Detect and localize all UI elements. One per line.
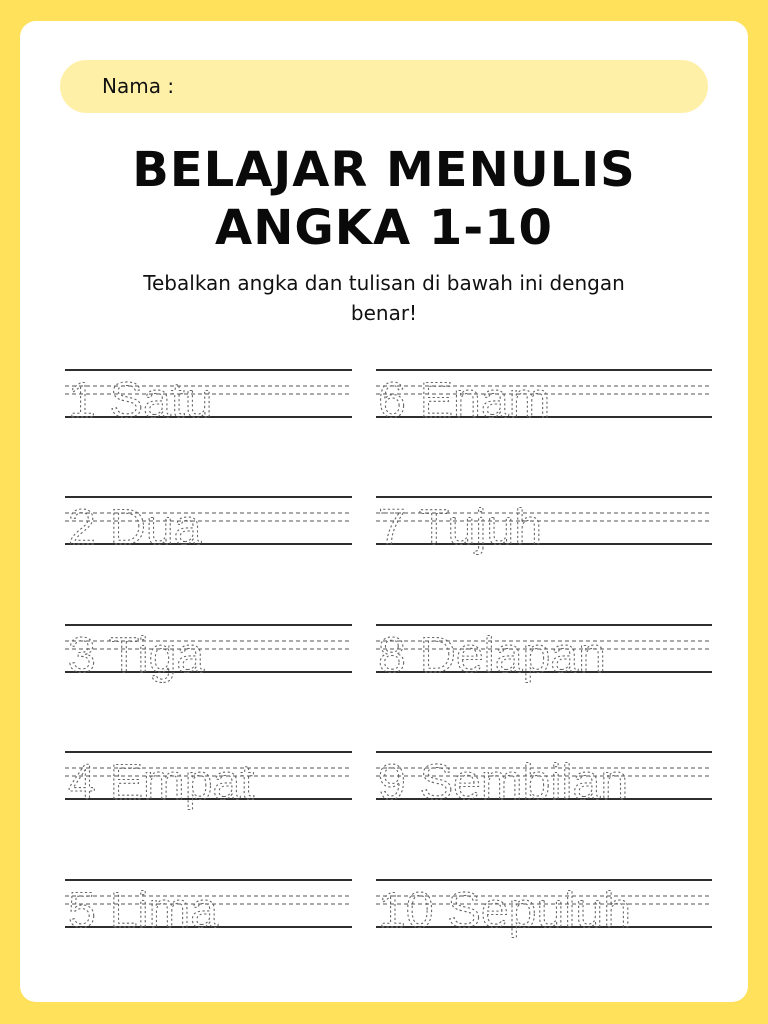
trace-number: 8 — [378, 627, 406, 683]
trace-word: Lima — [95, 882, 219, 938]
trace-number: 5 — [68, 882, 96, 938]
trace-number: 3 — [68, 627, 96, 683]
trace-number: 1 — [68, 372, 96, 428]
instruction-line-2: benar! — [350, 301, 418, 325]
trace-word: Sembilan — [405, 754, 629, 810]
name-label: Nama : — [102, 74, 175, 98]
trace-word: Dua — [95, 499, 202, 555]
trace-word-8 — [378, 627, 606, 683]
instruction-line-1: Tebalkan angka dan tulisan di bawah ini dengan — [143, 271, 625, 295]
title-line-2: ANGKA 1-10 — [215, 200, 553, 256]
trace-word: Sepuluh — [433, 882, 632, 938]
trace-word-6 — [378, 372, 550, 428]
trace-number: 9 — [378, 754, 406, 810]
trace-word: Empat — [95, 754, 255, 810]
trace-number: 2 — [68, 499, 96, 555]
trace-word-1 — [68, 372, 213, 428]
trace-word: Satu — [95, 372, 213, 428]
trace-number: 4 — [68, 754, 96, 810]
trace-word-5 — [68, 882, 218, 938]
trace-number: 7 — [378, 499, 406, 555]
trace-word-7 — [378, 499, 542, 555]
trace-number: 10 — [378, 882, 434, 938]
trace-word-4 — [68, 754, 254, 810]
trace-word-3 — [68, 627, 204, 683]
trace-word-9 — [378, 754, 628, 810]
trace-word-2 — [68, 499, 202, 555]
trace-word: Tiga — [95, 627, 205, 683]
trace-word-10 — [378, 882, 631, 938]
trace-word: Tujuh — [405, 499, 543, 555]
title-line-1: BELAJAR MENULIS — [132, 142, 636, 198]
trace-number: 6 — [378, 372, 406, 428]
trace-word: Enam — [405, 372, 551, 428]
trace-word: Delapan — [405, 627, 606, 683]
